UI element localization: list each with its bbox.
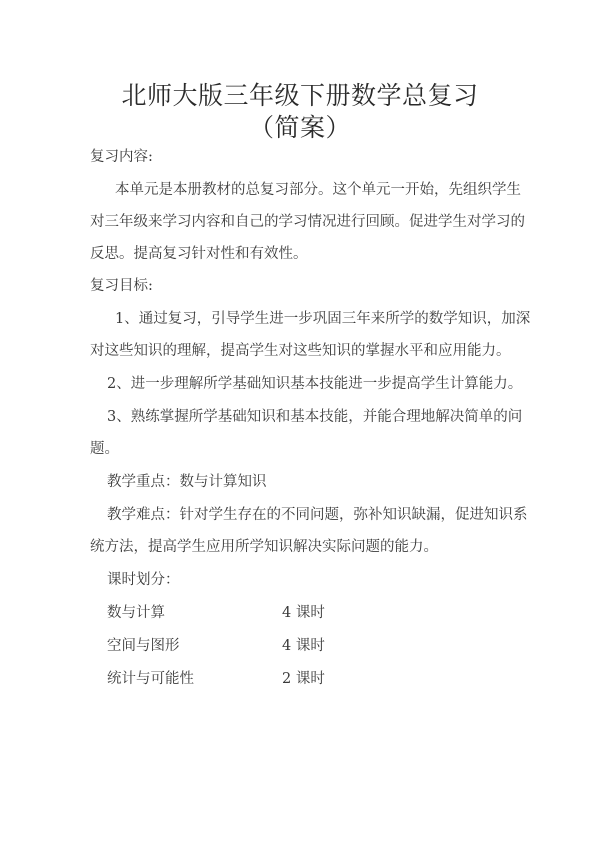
section-goal-label: 复习目标: [90,278,153,294]
goal-1-line: 对这些知识的理解，提高学生对这些知识的掌握水平和应用能力。 [90,343,511,359]
goal-2-line: 2、进一步理解所学基础知识基本技能进一步提高学生计算能力。 [107,376,523,392]
doc-title: 北师大版三年级下册数学总复习 [121,81,479,110]
content-paragraph-line: 对三年级来学习内容和自己的学习情况进行回顾。促进学生对学习的 [90,214,525,230]
section-content-label: 复习内容: [90,149,153,165]
goal-3-line: 题。 [90,441,119,457]
difficulty-line: 教学难点：针对学生存在的不同问题，弥补知识缺漏，促进知识系 [107,507,528,523]
difficulty-line: 统方法，提高学生应用所学知识解决实际问题的能力。 [90,539,438,555]
doc-subtitle: （简案） [248,113,351,142]
goal-1-line: 1、通过复习，引导学生进一步巩固三年来所学的数学知识，加深 [115,311,531,327]
schedule-hours: 4 课时 [282,605,325,621]
schedule-topic: 统计与可能性 [107,671,194,687]
schedule-topic: 数与计算 [107,605,165,621]
goal-3-line: 3、熟练掌握所学基础知识和基本技能，并能合理地解决简单的问 [107,409,523,425]
schedule-topic: 空间与图形 [107,638,180,654]
content-paragraph-line: 反思。提高复习针对性和有效性。 [90,246,308,262]
schedule-hours: 2 课时 [282,671,325,687]
content-paragraph-line: 本单元是本册教材的总复习部分。这个单元一开始，先组织学生 [115,182,521,198]
key-point: 教学重点：数与计算知识 [107,474,267,490]
schedule-label: 课时划分： [107,572,180,588]
schedule-hours: 4 课时 [282,638,325,654]
